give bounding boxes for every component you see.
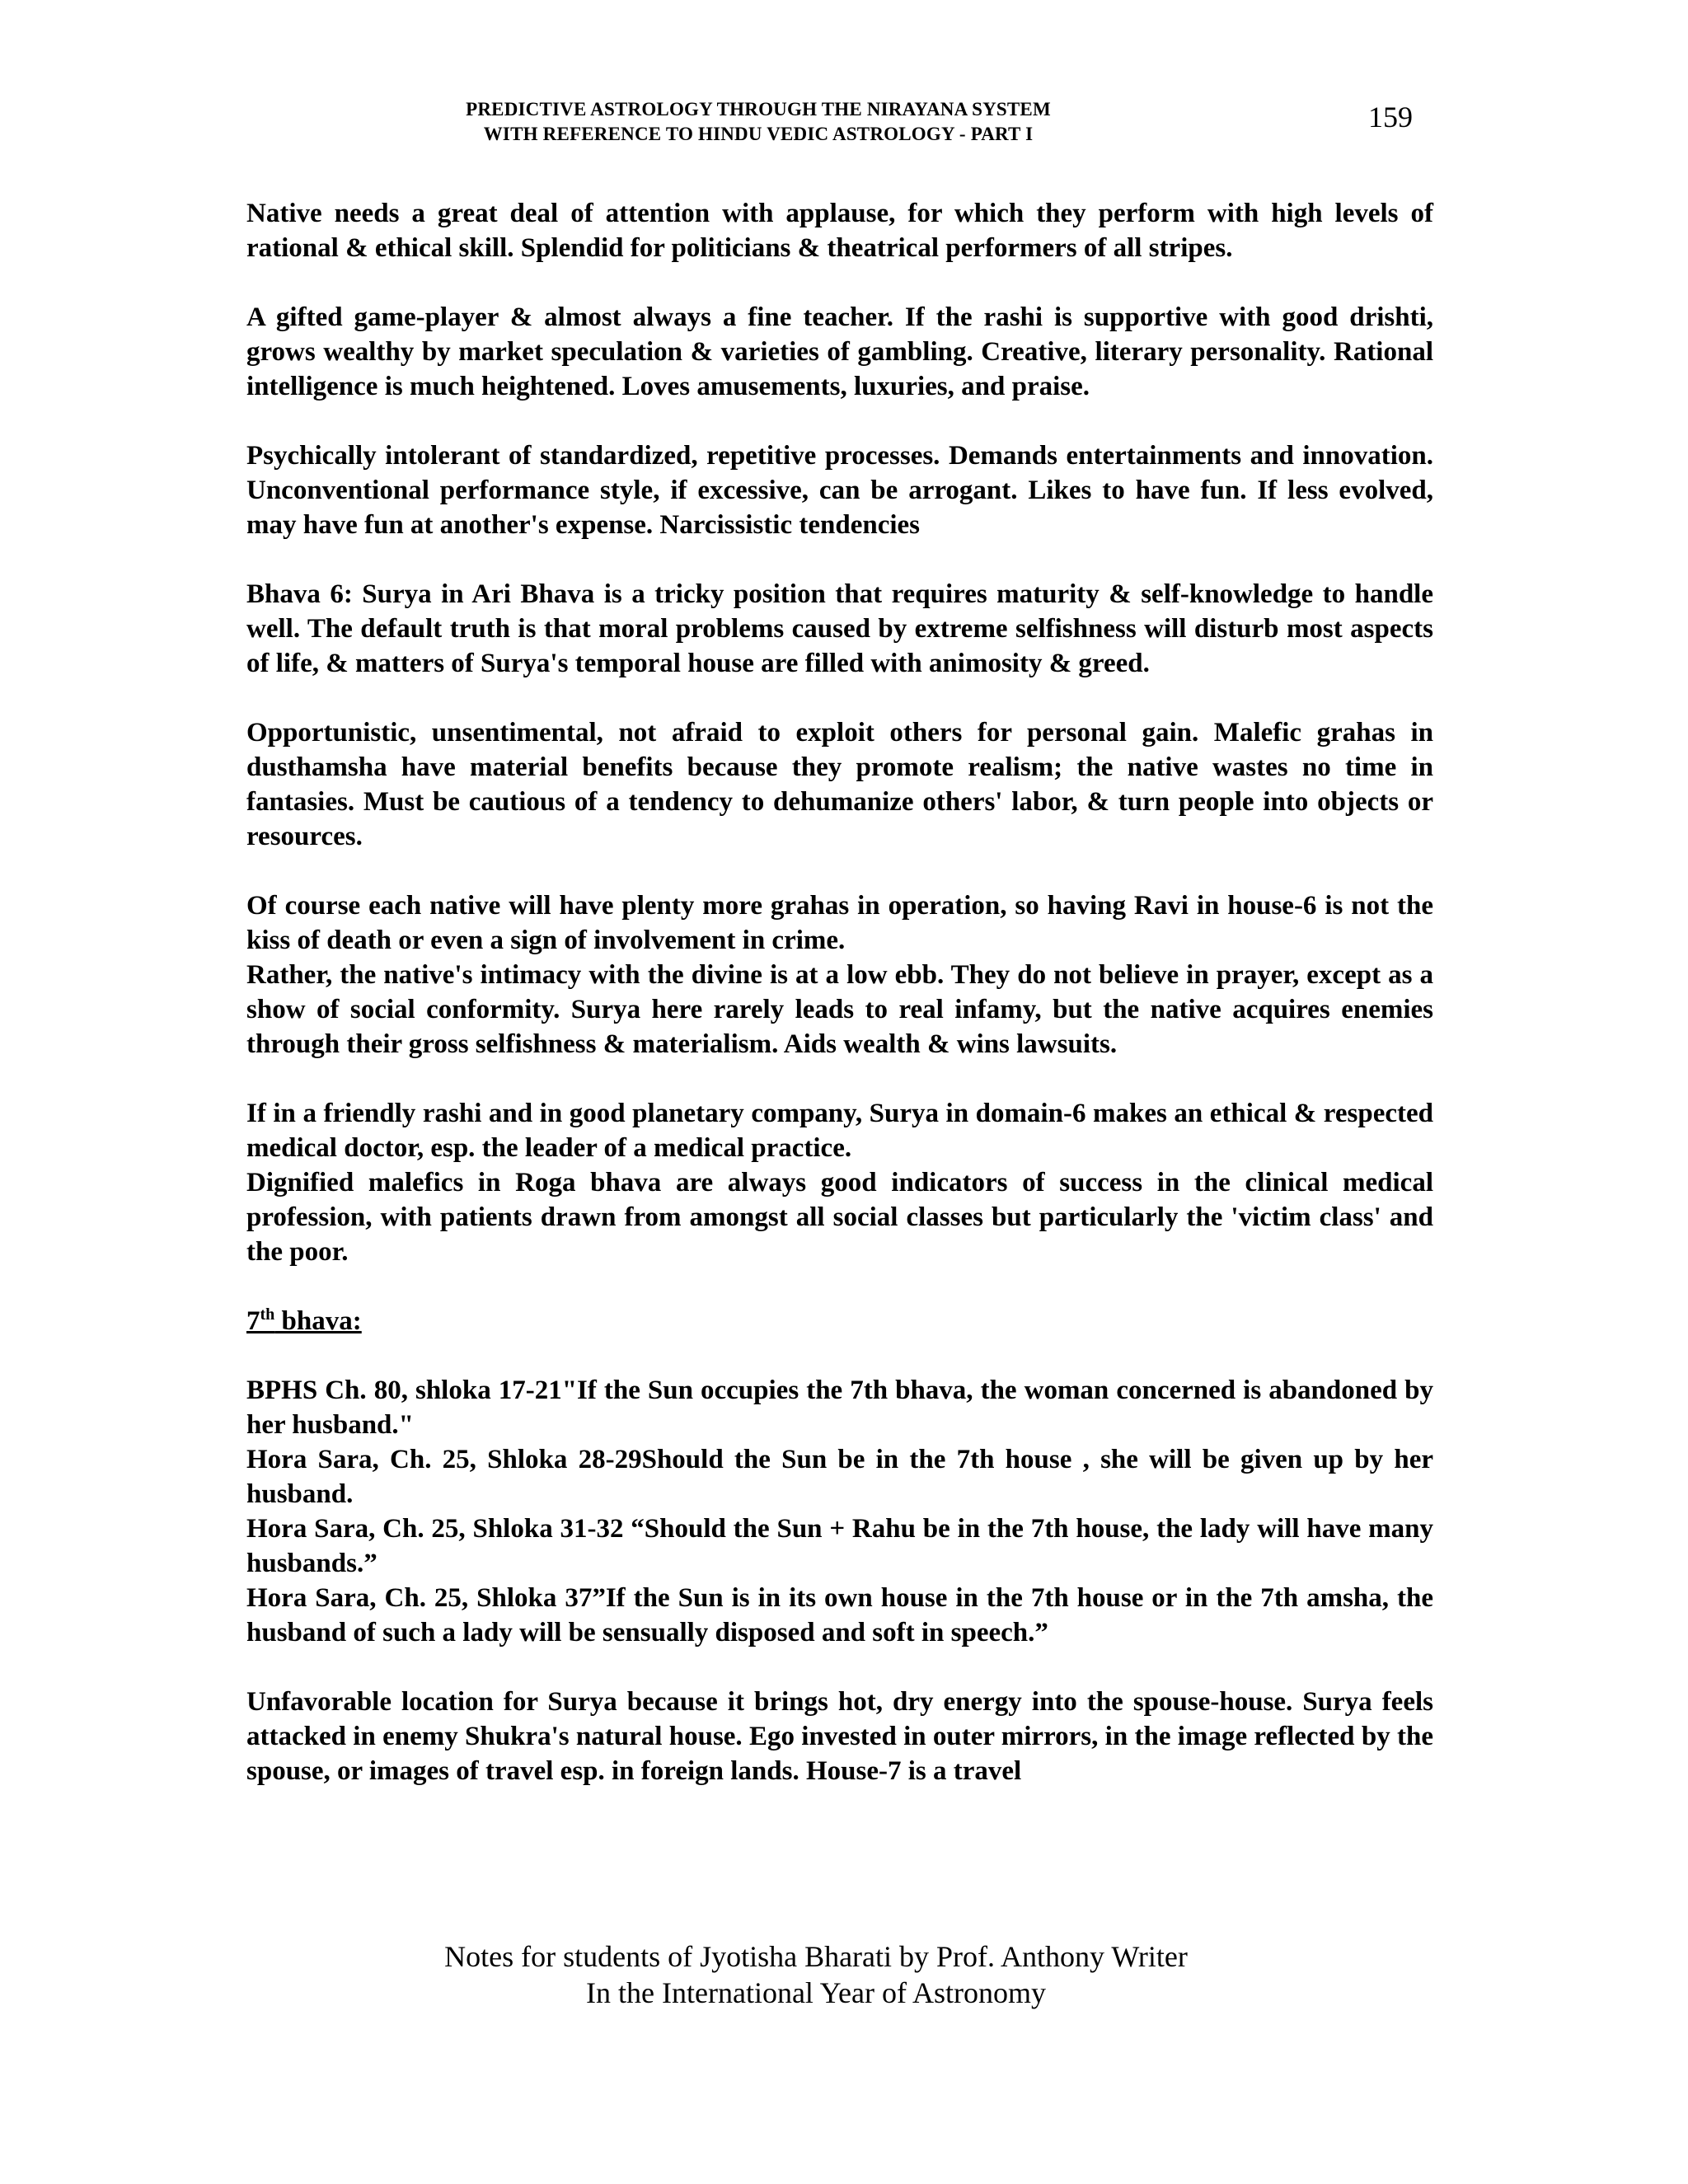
running-header bbox=[247, 97, 1525, 147]
quote-hora-sara-31-32: Hora Sara, Ch. 25, Shloka 31-32 “Should the Sun + Rahu be in the 7th house, the lady will have many husbands.” bbox=[246, 1514, 1433, 1578]
body-text bbox=[246, 196, 1433, 1788]
quote-hora-sara-28-29: Hora Sara, Ch. 25, Shloka 28-29Should the Sun be in the 7th house , she will be given up by her husband. bbox=[246, 1445, 1433, 1509]
paragraph-4: Bhava 6: Surya in Ari Bhava is a tricky position that requires maturity & self-knowledge to handle well. The default truth is that moral problems caused by extreme selfishness will disturb most aspects of life, & matters of Surya's temporal house are filled with animosity & greed. bbox=[246, 579, 1433, 678]
paragraph-3: Psychically intolerant of standardized, repetitive processes. Demands entertainments and innovation. Unconventional performance style, if excessive, can be arrogant. Likes to have fun. If less evolved, may have fun at another's expense. Narcissistic tendencies bbox=[246, 441, 1433, 540]
paragraph-final: Unfavorable location for Surya because it brings hot, dry energy into the spouse-house. Surya feels attacked in enemy Shukra's natural house. Ego invested in outer mirrors, in the image reflected by the spouse, or images of travel esp. in foreign lands. House-7 is a travel bbox=[246, 1687, 1433, 1786]
quote-hora-sara-37: Hora Sara, Ch. 25, Shloka 37”If the Sun is in its own house in the 7th house or in the 7th amsha, the husband of such a lady will be sensually disposed and soft in speech.” bbox=[246, 1583, 1433, 1647]
paragraph-7: Rather, the native's intimacy with the divine is at a low ebb. They do not believe in prayer, except as a show of social conformity. Surya here rarely leads to real infamy, but the native acquires enemies through their gross selfishness & materialism. Aids wealth & wins lawsuits. bbox=[246, 960, 1433, 1059]
header-line-2: WITH REFERENCE TO HINDU VEDIC ASTROLOGY - PART I bbox=[483, 124, 1034, 144]
footer-line-2: In the International Year of Astronomy bbox=[586, 1976, 1046, 2009]
header-line-1: PREDICTIVE ASTROLOGY THROUGH THE NIRAYANA SYSTEM bbox=[466, 99, 1051, 120]
section-heading-7th-bhava bbox=[246, 1304, 1433, 1338]
paragraph-1: Native needs a great deal of attention with applause, for which they perform with high levels of rational & ethical skill. Splendid for politicians & theatrical performers of all stripes. bbox=[246, 199, 1433, 263]
paragraph-6: Of course each native will have plenty more grahas in operation, so having Ravi in house-6 is not the kiss of death or even a sign of involvement in crime. bbox=[246, 891, 1433, 955]
footer-line-1: Notes for students of Jyotisha Bharati by Prof. Anthony Writer bbox=[444, 1940, 1188, 1973]
heading-number: 7 bbox=[246, 1306, 260, 1336]
footer bbox=[247, 1938, 1385, 2011]
quote-bphs: BPHS Ch. 80, shloka 17-21"If the Sun occupies the 7th bhava, the woman concerned is abandoned by her husband." bbox=[246, 1376, 1433, 1440]
page-number: 159 bbox=[1368, 101, 1413, 134]
paragraph-8: If in a friendly rashi and in good planetary company, Surya in domain-6 makes an ethical & respected medical doctor, esp. the leader of a medical practice. bbox=[246, 1099, 1433, 1163]
heading-superscript: th bbox=[260, 1305, 275, 1324]
heading-text: bhava: bbox=[274, 1306, 362, 1336]
paragraph-5: Opportunistic, unsentimental, not afraid to exploit others for personal gain. Malefic grahas in dusthamsha have material benefits because they promote realism; the native wastes no time in fantasies. Must be cautious of a tendency to dehumanize others' labor, & turn people into objects or resources. bbox=[246, 718, 1433, 851]
paragraph-9: Dignified malefics in Roga bhava are always good indicators of success in the clinical medical profession, with patients drawn from amongst all social classes but particularly the 'victim class' and the poor. bbox=[246, 1168, 1433, 1267]
paragraph-2: A gifted game-player & almost always a fine teacher. If the rashi is supportive with good drishti, grows wealthy by market speculation & varieties of gambling. Creative, literary personality. Rational intelligence is much heightened. Loves amusements, luxuries, and praise. bbox=[246, 302, 1433, 401]
